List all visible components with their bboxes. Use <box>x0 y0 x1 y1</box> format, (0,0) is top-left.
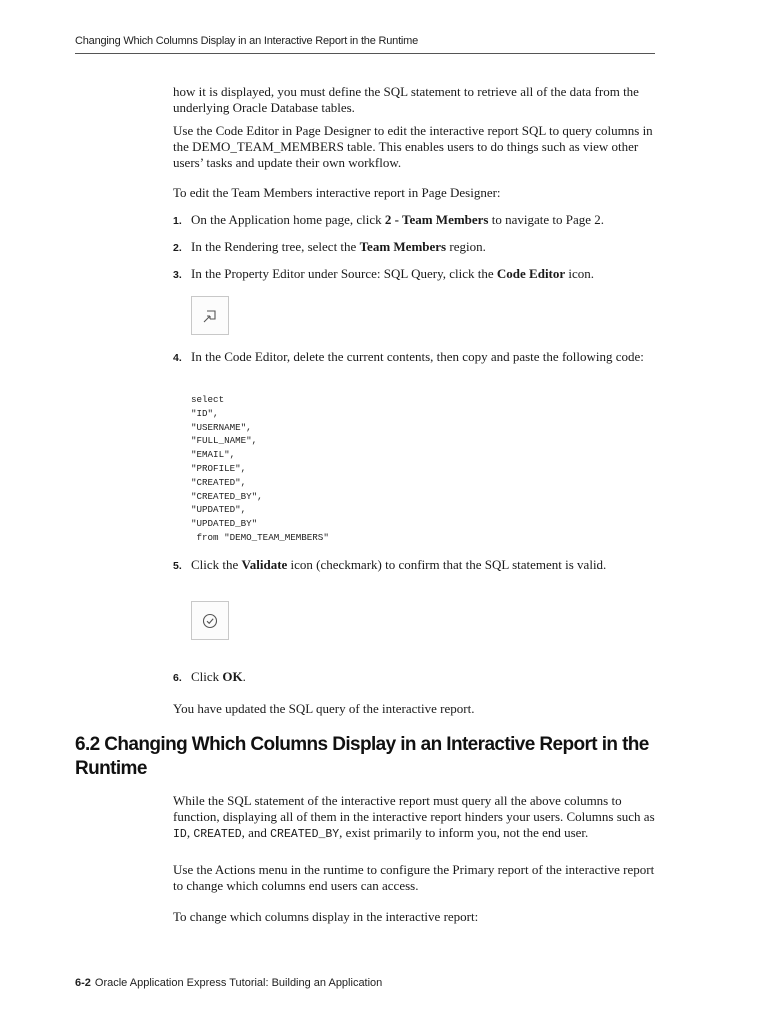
step-text: Click the Validate icon (checkmark) to confirm that the SQL statement is valid. <box>191 557 607 572</box>
step-1 <box>173 212 663 228</box>
step-number: 3. <box>173 269 182 281</box>
code-line: "USERNAME", <box>191 421 252 433</box>
step-number: 5. <box>173 560 182 572</box>
inline-code: ID <box>173 828 187 841</box>
step-text: Click OK. <box>191 669 246 684</box>
section-paragraph-3: To change which columns display in the interactive report: <box>173 909 479 924</box>
checkmark-circle-icon <box>191 601 229 640</box>
step-number: 4. <box>173 352 182 364</box>
step-2 <box>173 239 663 255</box>
code-line: "ID", <box>191 407 219 419</box>
step-text: In the Property Editor under Source: SQL Query, click the Code Editor icon. <box>191 266 595 281</box>
section-paragraph-2: Use the Actions menu in the runtime to configure the Primary report of the interactive report to change which columns end users can access. <box>173 862 655 893</box>
step-4 <box>173 349 663 365</box>
page-number: 6-2 <box>75 977 91 989</box>
ui-term: Validate <box>241 557 288 572</box>
section-paragraph-1: While the SQL statement of the interactive report must query all the above columns to function, displaying all of them in the interactive report hinders your users. Columns such as ID, CREATED, and CREATED_BY, exist primarily to inform you, not the end user. <box>173 793 655 841</box>
inline-code: CREATED_BY <box>270 828 340 841</box>
step-5 <box>173 557 663 573</box>
step-number: 6. <box>173 672 182 684</box>
code-line: "PROFILE", <box>191 462 247 474</box>
step-6 <box>173 669 663 685</box>
page-footer <box>75 977 382 989</box>
step-3 <box>173 266 663 282</box>
code-line: "FULL_NAME", <box>191 435 258 447</box>
result-paragraph: You have updated the SQL query of the interactive report. <box>173 701 475 716</box>
code-line: "EMAIL", <box>191 449 236 461</box>
code-line: from "DEMO_TEAM_MEMBERS" <box>191 531 329 543</box>
intro-paragraph-3: To edit the Team Members interactive report in Page Designer: <box>173 185 501 200</box>
code-line: "UPDATED", <box>191 504 247 516</box>
checkmark-circle-icon-glyph <box>201 612 219 630</box>
inline-code: CREATED <box>193 828 242 841</box>
ui-term: 2 - Team Members <box>384 212 489 227</box>
step-text: In the Code Editor, delete the current contents, then copy and paste the following code: <box>191 349 644 364</box>
ui-term: Code Editor <box>496 266 566 281</box>
code-line: "UPDATED_BY" <box>191 518 258 530</box>
intro-paragraph-2: Use the Code Editor in Page Designer to edit the interactive report SQL to query columns in the DEMO_TEAM_MEMBERS table. This enables users to do things such as view other users’ tasks and update their own workflow. <box>173 123 653 170</box>
code-line: select <box>191 394 225 405</box>
code-line: "CREATED_BY", <box>191 490 263 502</box>
step-text: On the Application home page, click 2 - Team Members to navigate to Page 2. <box>191 212 605 227</box>
code-editor-icon-glyph <box>201 307 219 325</box>
ui-term: Team Members <box>359 239 447 254</box>
book-title: Oracle Application Express Tutorial: Building an Application <box>94 977 383 989</box>
intro-paragraph-1: how it is displayed, you must define the SQL statement to retrieve all of the data from the underlying Oracle Database tables. <box>173 84 639 115</box>
running-header: Changing Which Columns Display in an Interactive Report in the Runtime <box>75 35 655 54</box>
code-editor-icon <box>191 296 229 335</box>
section-heading: 6.2 Changing Which Columns Display in an Interactive Report in the Runtime <box>75 734 649 779</box>
step-number: 1. <box>173 215 182 227</box>
code-line: "CREATED", <box>191 476 247 488</box>
step-text: In the Rendering tree, select the Team Members region. <box>191 239 486 254</box>
step-number: 2. <box>173 242 182 254</box>
code-block <box>191 393 329 545</box>
ui-term: OK <box>222 669 243 684</box>
